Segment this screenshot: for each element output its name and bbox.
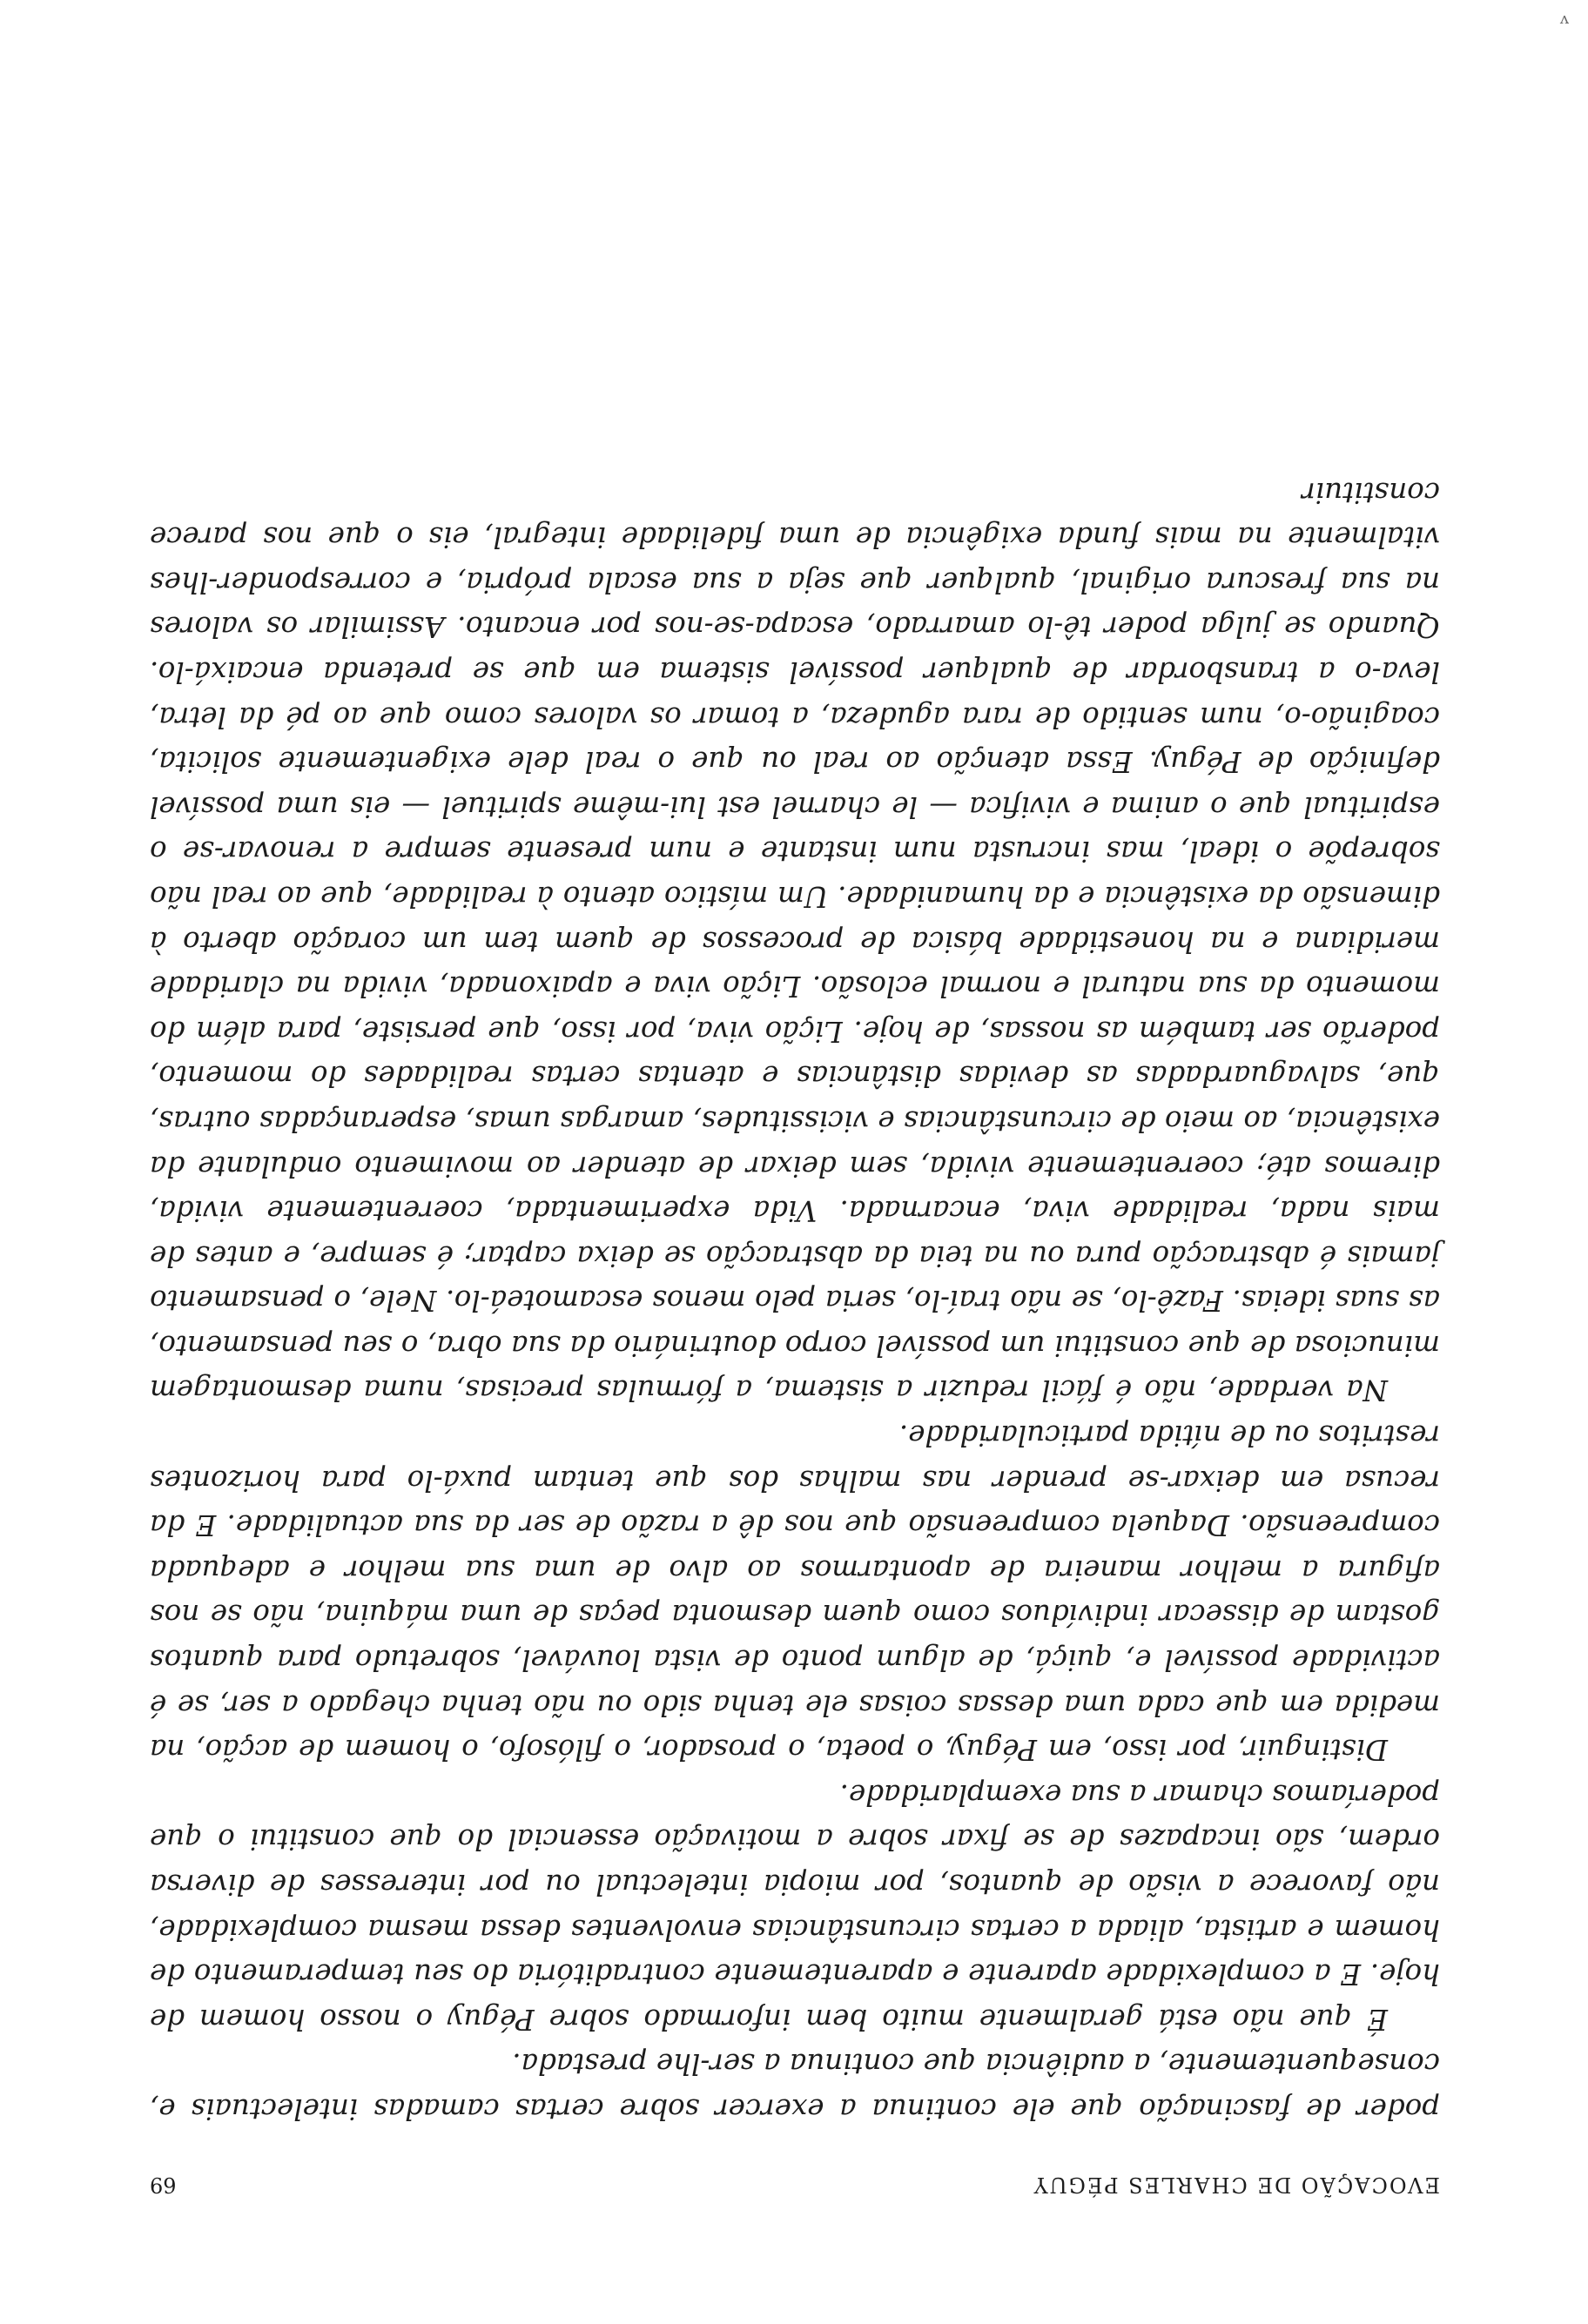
paragraph: Distinguir, por isso, em Péguy, o poeta, o prosador, o filósofo, o homem de acção, na medida em que cada uma dessas coisas ele tenha sido ou não tenha chegado a ser, se é actividade possível e, quiçá, de algum ponto de vista louvável, sobretudo para quantos gostam de dissecar indivíduos como quem desmonta peças de uma máquina, não se nos afigura a melhor maneira de apontarmos ao alvo de uma sua melhor e adequada compreensão. Daquela compreensão que nos dê a razão de ser da sua actualidade. E da recusa em deixar-se prender nas malhas dos que tentam puxá-lo para horizontes restritos ou de nítida particularidade.: [150, 1419, 1440, 1767]
running-header: [150, 2162, 1440, 2197]
paragraph: Na verdade, não é fácil reduzir a sistema, a fórmulas precisas, numa desmontagem minuciosa de que constitui um possível corpo doutrinário da sua obra, o seu pensamento, as suas ideias. Fazê-lo, se não traí-lo, seria pelo menos escamoteá-lo. Nele, o pensamento jamais é abstracção pura ou na teia da abstracção se deixa captar; é sempre, e antes de mais nada, realidade viva, encarnada. Vida experimentada, coerentemente vivida, diremos até; coerentemente vivida, sem deixar de atender ao movimento ondulante da existência, ao meio de circunstâncias e vicissitudes, amargas umas, esperançadas outras, que, salvaguardadas as devidas distâncias e atentas certas realidades do momento, poderão ser também as nossas, de hoje. Lição viva, por isso, que persiste, para além do momento da sua natural e normal eclosão. Lição viva e apaixonada, vivida na claridade meridiana e na honestidade básica de processos de quem tem um coração aberto à dimensão da existência e da humanidade. Um místico atento à realidade, que ao real não sobrepõe o ideal, mas incrusta num instante e num presente sempre a renovar-se o espiritual que o anima e vivifica — le charnel est lui-même spirituel — eis uma possível definição de Péguy. Essa atenção ao real ou que o real dele exigentemente solicita, coaginão-o, num sentido de rara agudeza, a tomar os valores como que ao pé da letra, leva-o a transbordar de qualquer possível sistema em que se pretenda encaixá-lo. Quando se julga poder tê-lo amarrado, escapa-se-nos por encanto. Assimilar os valores na sua frescura original, qualquer que seja a sua escala própria, e corresponder-lhes vitalmente na mais funda exigência de uma fidelidade integral, eis o que nos parece constituir: [150, 475, 1440, 1407]
paragraph-continuation: poder de fascinação que ele continua a exercer sobre certas camadas intelectuais e, consequentemente, a audiência que continua a ser-lhe prestada.: [150, 2047, 1440, 2126]
corner-mark: v: [1559, 11, 1569, 30]
running-title: EVOCAÇÃO DE CHARLES PÉGUY: [1032, 2173, 1440, 2197]
paragraph: É que não está geralmente muito bem informado sobre Péguy o nosso homem de hoje. E a complexidade aparente e aparentemente contraditória do seu temperamento de homem e artista, aliada a certas circunstâncias envolventes dessa mesma complexidade, não favorece a visão de quantos, por miopia intelectual ou por interesses de diversa ordem, são incapazes de se fixar sobre a motivação essencial do que constitui o que poderíamos chamar a sua exemplaridade.: [150, 1777, 1440, 2036]
page-number: 69: [150, 2173, 177, 2197]
body-text: [150, 469, 1440, 2131]
